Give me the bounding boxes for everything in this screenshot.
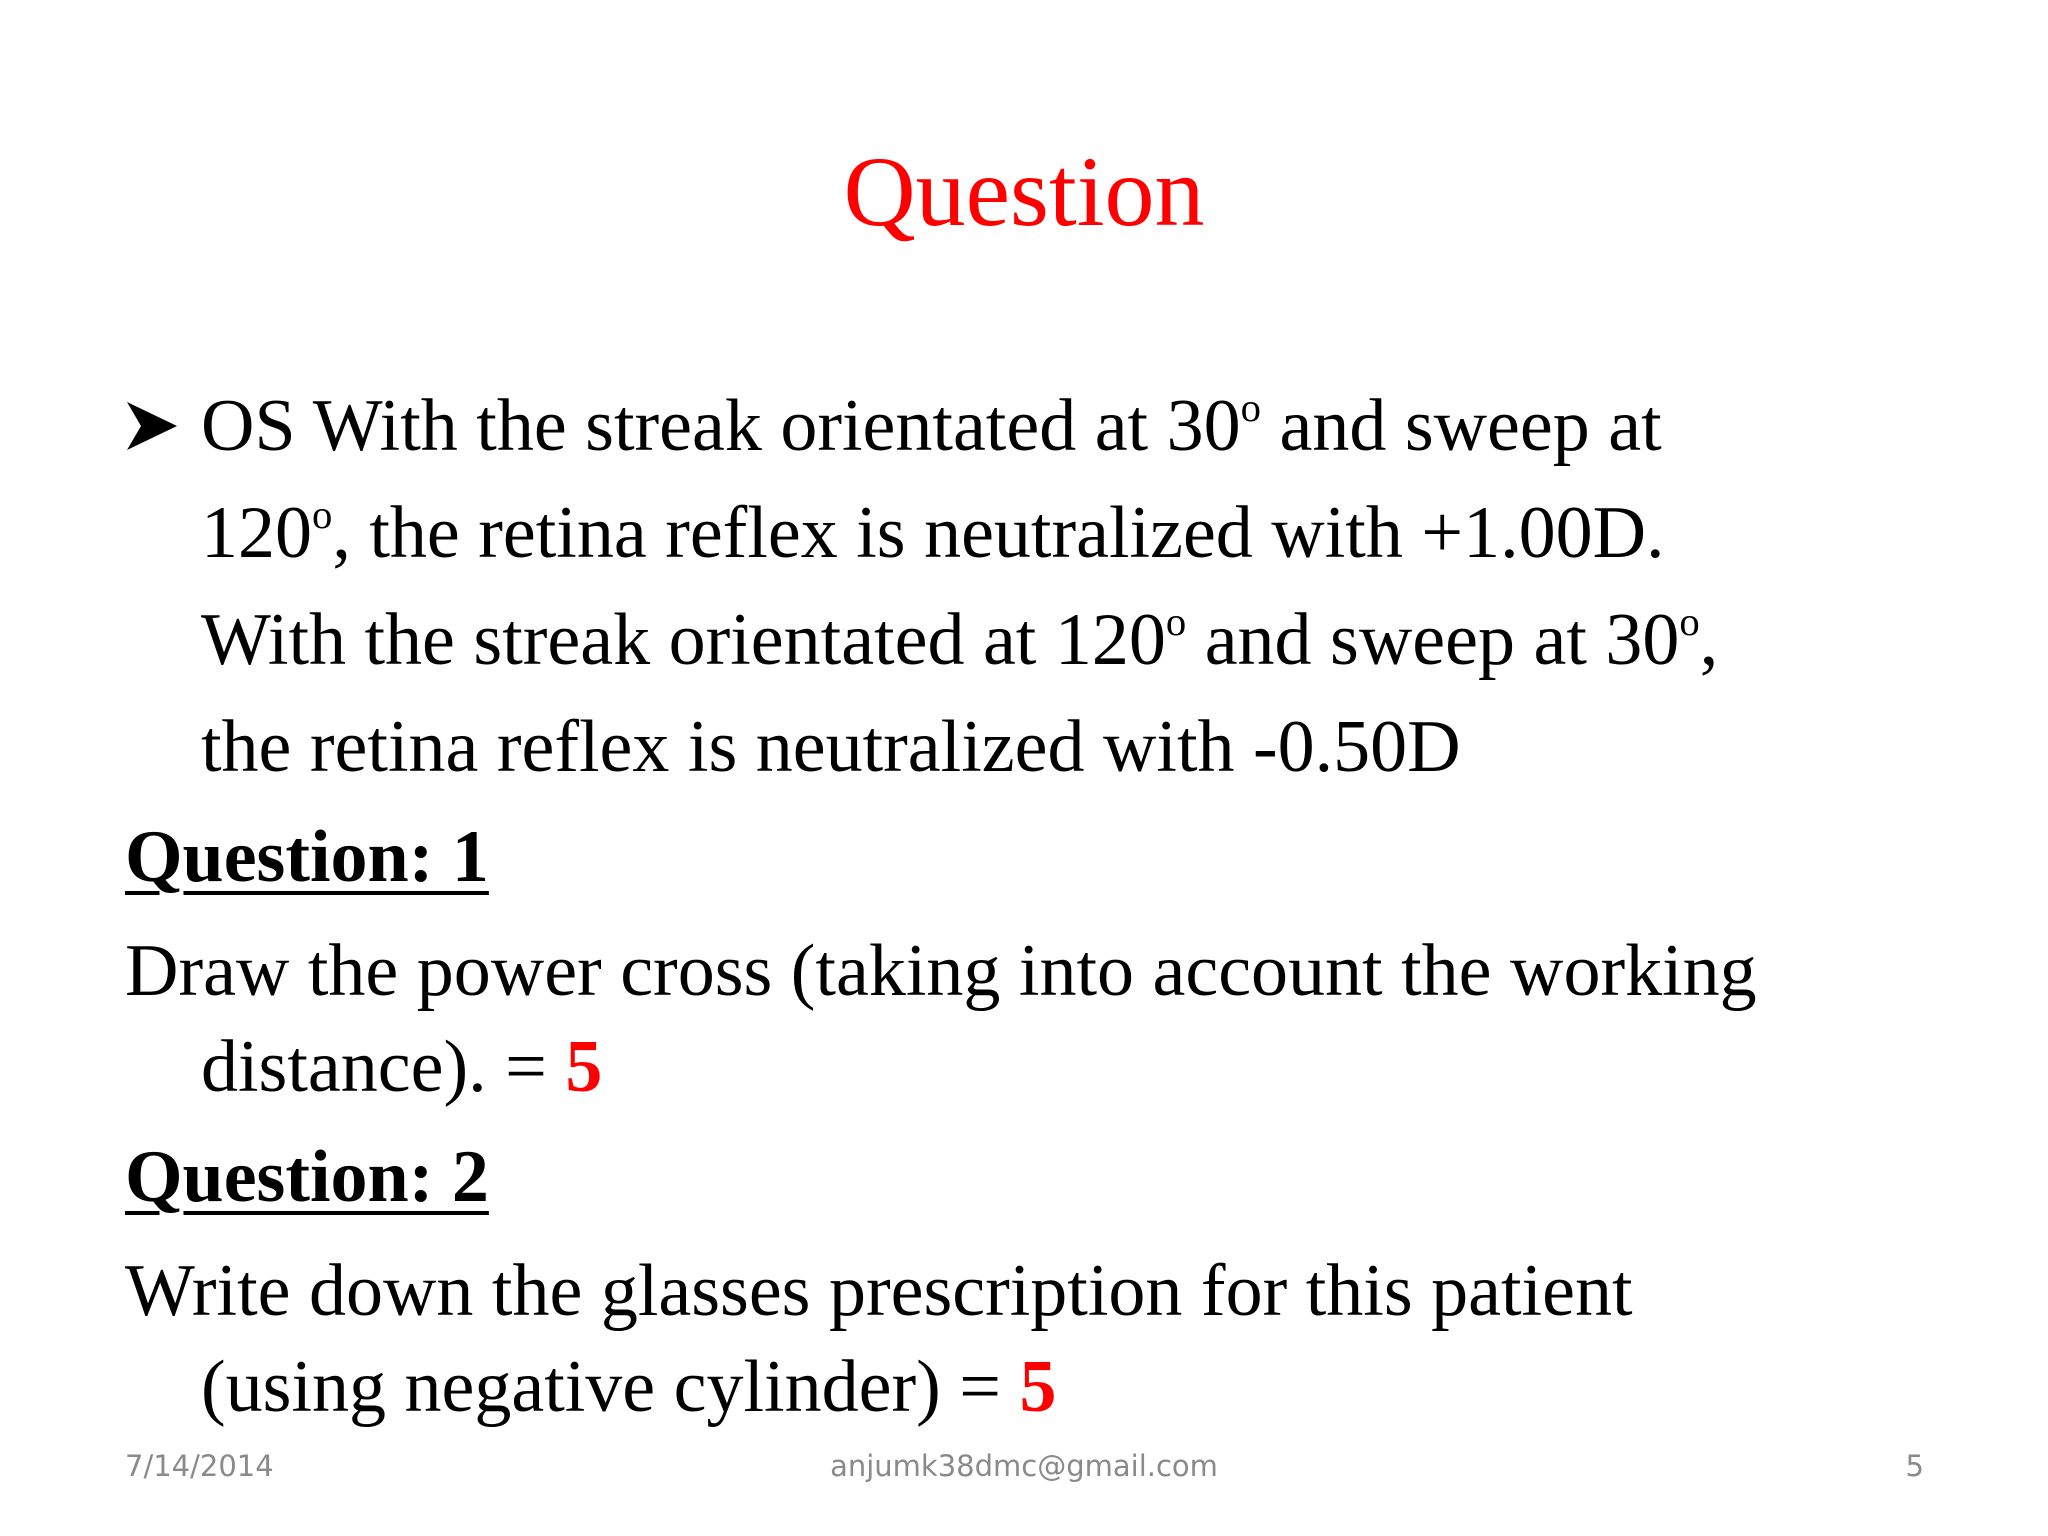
question-2-text bbox=[125, 1243, 1925, 1435]
text-segment: , bbox=[1699, 599, 1719, 681]
question-2-heading: Question: 2 bbox=[125, 1136, 489, 1218]
bullet-paragraph bbox=[125, 378, 1925, 795]
degree-superscript: o bbox=[312, 491, 333, 537]
text-segment: OS With the streak orientated at 30 bbox=[201, 385, 1241, 467]
text-segment: With the streak orientated at 120 bbox=[201, 599, 1166, 681]
question-1-line-2 bbox=[125, 1019, 1925, 1115]
text-segment: and sweep at bbox=[1260, 385, 1662, 467]
question-1-line-1: Draw the power cross (taking into account the working bbox=[125, 930, 1757, 1012]
bullet-line-1 bbox=[201, 378, 1925, 485]
footer-page-number: 5 bbox=[1905, 1449, 1924, 1483]
degree-superscript: o bbox=[1679, 598, 1700, 644]
question-1-heading: Question: 1 bbox=[125, 816, 489, 898]
question-1-text bbox=[125, 923, 1925, 1115]
bullet-line-3 bbox=[201, 592, 1925, 699]
text-segment: , the retina reflex is neutralized with +1.00D. bbox=[332, 492, 1665, 574]
text-segment: distance). = bbox=[201, 1026, 566, 1108]
slide-body bbox=[125, 378, 1925, 1435]
arrow-bullet-icon bbox=[125, 378, 185, 474]
text-segment: (using negative cylinder) = bbox=[201, 1346, 1020, 1428]
slide-title: Question bbox=[843, 136, 1205, 247]
degree-superscript: o bbox=[1165, 598, 1187, 644]
footer-date: 7/14/2014 bbox=[125, 1449, 274, 1483]
text-segment: and sweep at 30 bbox=[1186, 599, 1680, 681]
question-2-line-1: Write down the glasses prescription for this patient bbox=[125, 1250, 1633, 1332]
text-segment: 120 bbox=[201, 492, 312, 574]
degree-superscript: o bbox=[1240, 384, 1261, 430]
question-2-line-2 bbox=[125, 1339, 1925, 1435]
footer-email: anjumk38dmc@gmail.com bbox=[830, 1449, 1218, 1483]
question-1-score: 5 bbox=[565, 1026, 603, 1108]
bullet-line-2 bbox=[201, 485, 1925, 592]
question-2-score: 5 bbox=[1019, 1346, 1057, 1428]
bullet-line-4: the retina reflex is neutralized with -0.50D bbox=[201, 706, 1461, 788]
